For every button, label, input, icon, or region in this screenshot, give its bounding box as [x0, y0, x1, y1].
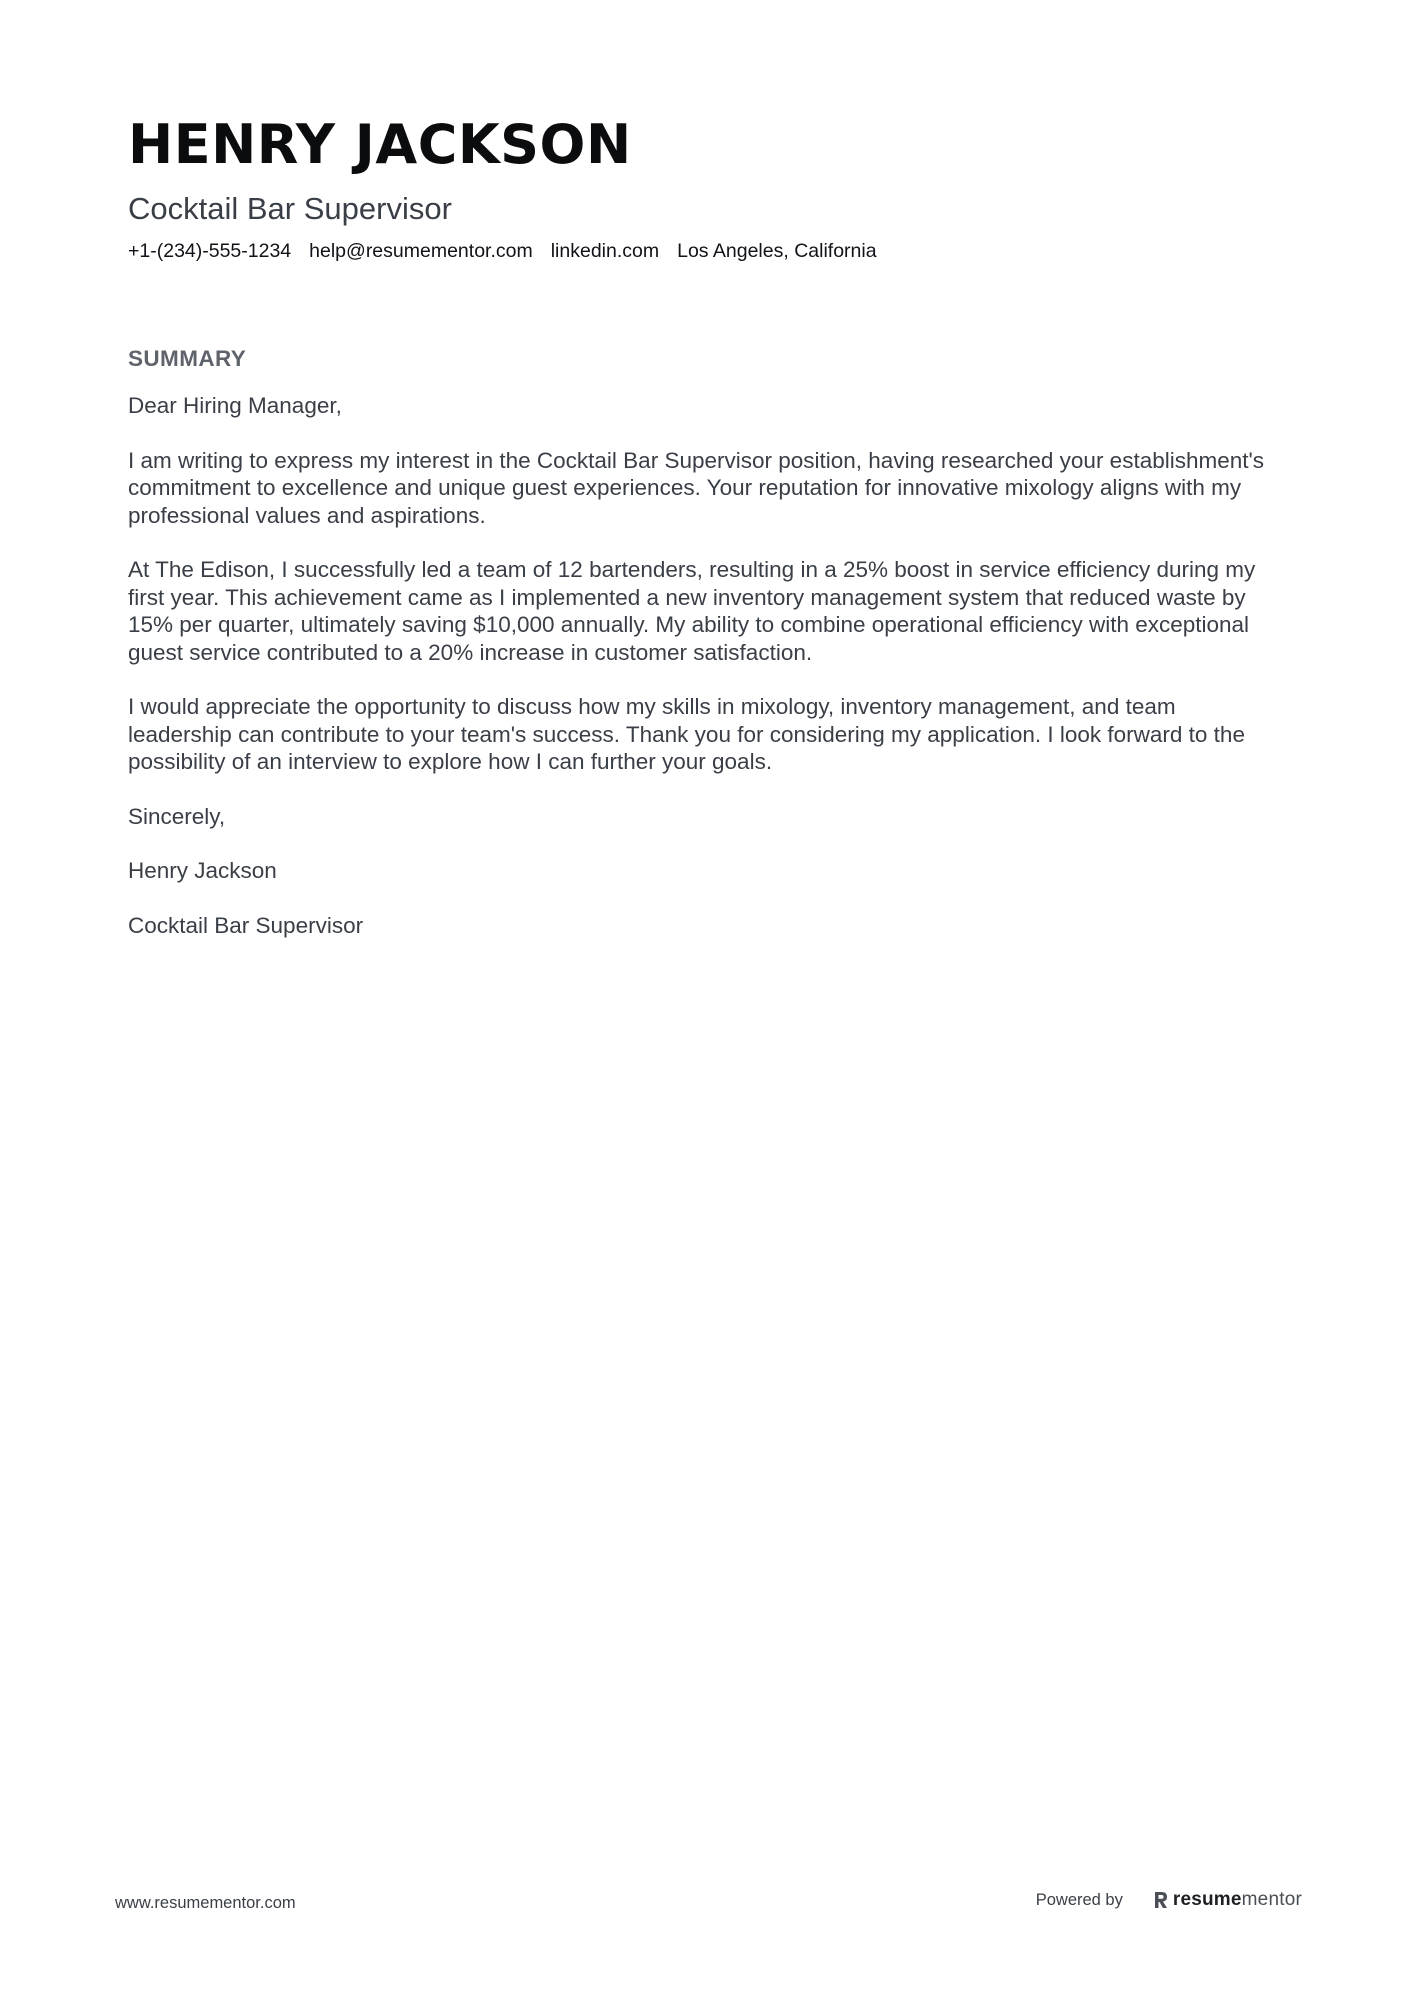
letter-closing: Sincerely, [128, 803, 226, 829]
job-title: Cocktail Bar Supervisor [128, 191, 452, 226]
header [128, 112, 1288, 264]
brand-logo[interactable] [1153, 1888, 1302, 1912]
section-title: SUMMARY [128, 346, 247, 371]
signature-name: Henry Jackson [128, 858, 277, 883]
contact-email[interactable]: help@resumementor.com [309, 240, 533, 262]
signature-title: Cocktail Bar Supervisor [128, 912, 364, 938]
candidate-name: HENRY JACKSON [128, 113, 632, 176]
contact-info [128, 238, 1288, 264]
summary-section [128, 344, 1278, 966]
contact-location: Los Angeles, California [677, 240, 877, 262]
powered-by-label: Powered by [1035, 1891, 1123, 1909]
letter-paragraph: At The Edison, I successfully led a team of 12 bartenders, resulting in a 25% boost in service efficiency during my first year. This achievement came as I implemented a new inventory management system that reduced waste by 15% per quarter, ultimately saving $10,000 annually. My ability to combine operational efficiency with exceptional guest service contributed to a 20% increase in customer satisfaction. [128, 557, 1256, 665]
letter-paragraph: I am writing to express my interest in the Cocktail Bar Supervisor position, having researched your establishment's commitment to excellence and unique guest experiences. Your reputation for innovative mixology aligns with my professional values and aspirations. [128, 447, 1265, 528]
contact-phone[interactable]: +1-(234)-555-1234 [128, 240, 292, 262]
resumementor-logo-icon [1153, 1890, 1169, 1910]
footer-branding [1036, 1888, 1302, 1912]
brand-wordmark: resumementor [1172, 1889, 1302, 1910]
letter-greeting: Dear Hiring Manager, [128, 393, 342, 418]
letter-paragraph: I would appreciate the opportunity to discuss how my skills in mixology, inventory management, and team leadership can contribute to your team's success. Thank you for considering my application. I look forward to the possibility of an interview to explore how I can further your goals. [128, 694, 1245, 774]
footer-website[interactable]: www.resumementor.com [115, 1894, 296, 1912]
contact-linkedin[interactable]: linkedin.com [550, 240, 660, 262]
